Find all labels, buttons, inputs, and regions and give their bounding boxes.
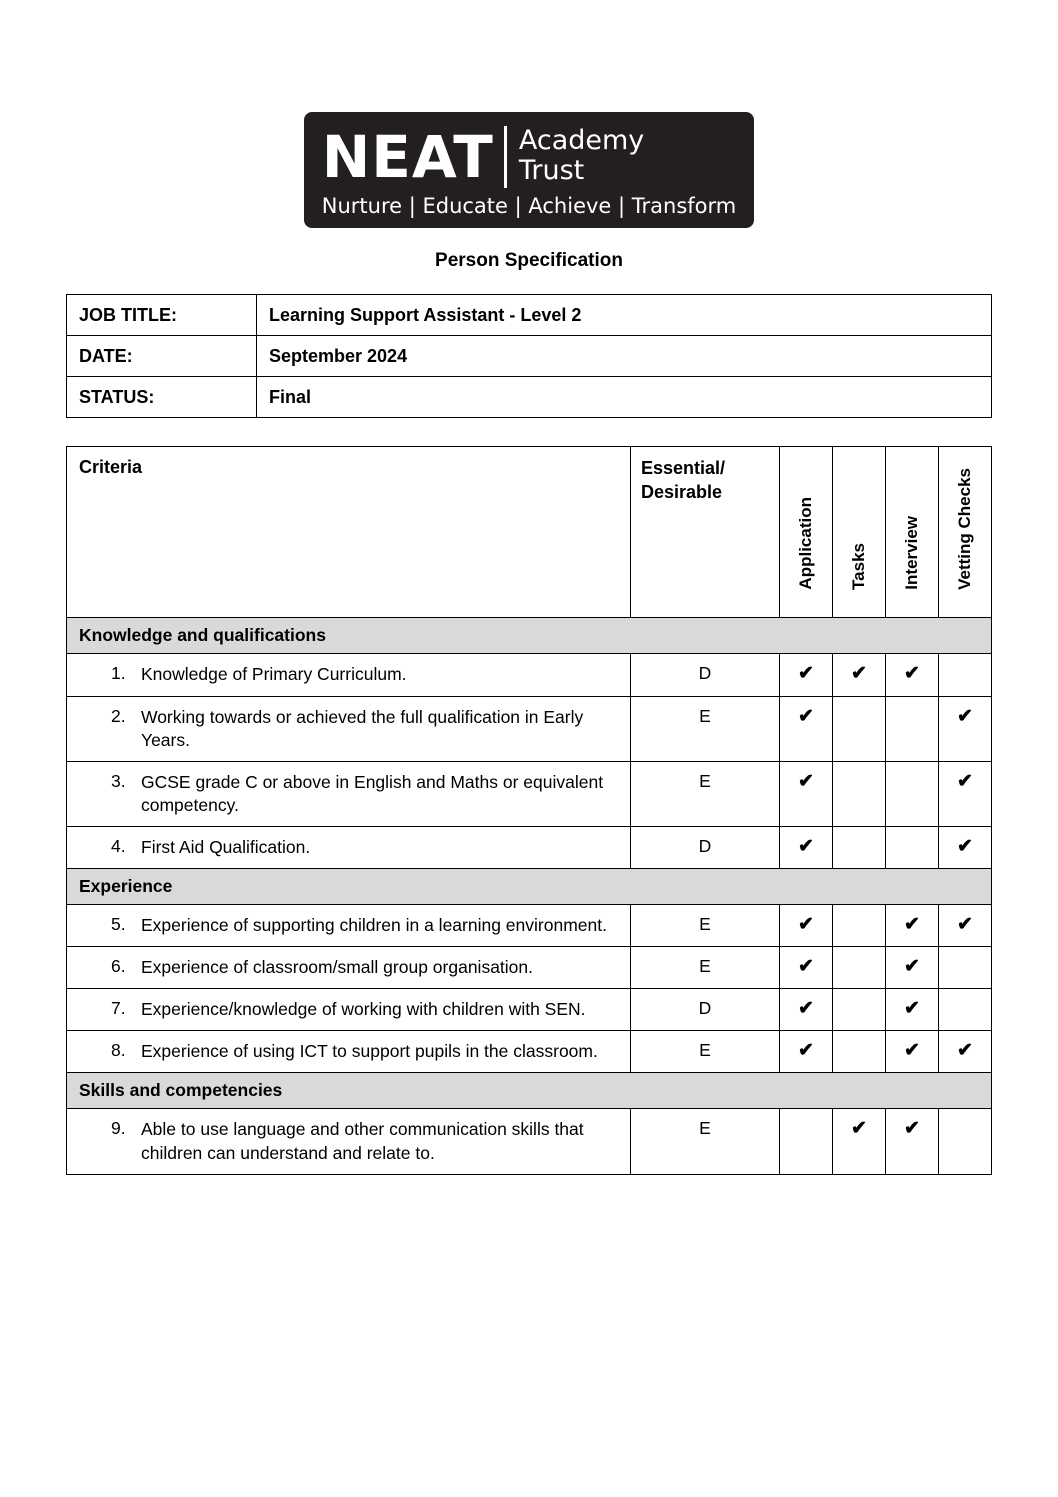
criteria-number: 2. — [111, 705, 126, 726]
tasks-tick-icon: ✔ — [833, 654, 886, 696]
header-application — [780, 447, 833, 618]
application-tick-icon: ✔ — [780, 947, 833, 989]
date-value: September 2024 — [257, 336, 992, 377]
vetting-tick-empty — [939, 1109, 992, 1174]
job-title-label: JOB TITLE: — [67, 295, 257, 336]
criteria-line — [79, 914, 618, 937]
criteria-number: 9. — [111, 1118, 126, 1139]
criteria-number: 1. — [111, 663, 126, 684]
table-row — [67, 989, 992, 1031]
tasks-tick-empty — [833, 1031, 886, 1073]
header-interview-box — [886, 447, 938, 597]
logo-brand-text: NEAT — [321, 122, 494, 191]
logo-subbrand-line1: Academy — [518, 125, 645, 156]
application-tick-icon: ✔ — [780, 905, 833, 947]
table-row — [67, 295, 992, 336]
criteria-cell — [67, 826, 631, 868]
logo-container — [66, 112, 992, 228]
interview-tick-empty — [886, 826, 939, 868]
criteria-line — [79, 663, 618, 686]
interview-tick-icon: ✔ — [886, 1031, 939, 1073]
essential-desirable-value: D — [631, 989, 780, 1031]
logo-tagline: Nurture | Educate | Achieve | Transform — [321, 194, 737, 219]
vetting-tick-icon: ✔ — [939, 905, 992, 947]
essential-desirable-value: D — [631, 654, 780, 696]
criteria-line — [79, 706, 618, 752]
criteria-table-body — [67, 618, 992, 1174]
criteria-line — [79, 836, 618, 859]
application-tick-icon: ✔ — [780, 989, 833, 1031]
job-meta-table — [66, 294, 992, 418]
vetting-tick-icon: ✔ — [939, 696, 992, 761]
status-label: STATUS: — [67, 377, 257, 418]
tasks-tick-icon: ✔ — [833, 1109, 886, 1174]
criteria-number: 6. — [111, 956, 126, 977]
application-tick-icon: ✔ — [780, 654, 833, 696]
header-application-box — [780, 447, 832, 597]
interview-tick-icon: ✔ — [886, 1109, 939, 1174]
header-tasks-label: Tasks — [849, 542, 868, 590]
interview-tick-empty — [886, 696, 939, 761]
vetting-tick-empty — [939, 947, 992, 989]
criteria-number: 3. — [111, 770, 126, 791]
neat-academy-trust-logo — [304, 112, 754, 228]
section-header-row — [67, 1073, 992, 1109]
application-tick-icon: ✔ — [780, 761, 833, 826]
person-specification-table — [66, 446, 992, 1174]
header-vetting-box — [939, 447, 991, 597]
criteria-cell — [67, 1109, 631, 1174]
header-application-label: Application — [796, 496, 815, 590]
criteria-cell — [67, 989, 631, 1031]
application-tick-icon: ✔ — [780, 696, 833, 761]
table-row — [67, 377, 992, 418]
table-row — [67, 761, 992, 826]
application-tick-empty — [780, 1109, 833, 1174]
status-value: Final — [257, 377, 992, 418]
criteria-cell — [67, 654, 631, 696]
criteria-cell — [67, 947, 631, 989]
criteria-text: Knowledge of Primary Curriculum. — [141, 664, 407, 685]
criteria-line — [79, 998, 618, 1021]
tasks-tick-empty — [833, 905, 886, 947]
table-row — [67, 947, 992, 989]
logo-subbrand — [519, 126, 644, 188]
tasks-tick-empty — [833, 989, 886, 1031]
header-vetting-checks — [939, 447, 992, 618]
section-header-row — [67, 869, 992, 905]
criteria-line — [79, 1040, 618, 1063]
interview-tick-icon: ✔ — [886, 905, 939, 947]
essential-desirable-value: E — [631, 761, 780, 826]
section-title: Knowledge and qualifications — [67, 618, 992, 654]
criteria-line — [79, 956, 618, 979]
table-row — [67, 905, 992, 947]
header-tasks — [833, 447, 886, 618]
header-interview-label: Interview — [902, 515, 921, 590]
table-row — [67, 1109, 992, 1174]
criteria-text: Experience/knowledge of working with children with SEN. — [141, 999, 586, 1020]
application-tick-icon: ✔ — [780, 826, 833, 868]
page-title: Person Specification — [435, 250, 623, 272]
header-interview — [886, 447, 939, 618]
essential-desirable-value: E — [631, 696, 780, 761]
vetting-tick-empty — [939, 654, 992, 696]
table-row — [67, 696, 992, 761]
criteria-text: Working towards or achieved the full qualification in Early Years. — [141, 706, 584, 750]
interview-tick-icon: ✔ — [886, 989, 939, 1031]
criteria-text: Experience of using ICT to support pupils in the classroom. — [141, 1041, 598, 1062]
table-row — [67, 654, 992, 696]
logo-subbrand-line2: Trust — [518, 155, 585, 187]
interview-tick-icon: ✔ — [886, 947, 939, 989]
header-vetting-label: Vetting Checks — [955, 467, 974, 590]
header-essential-line2: Desirable — [641, 481, 723, 502]
vetting-tick-icon: ✔ — [939, 826, 992, 868]
criteria-cell — [67, 761, 631, 826]
job-meta-body — [67, 295, 992, 418]
criteria-number: 7. — [111, 998, 126, 1019]
essential-desirable-value: E — [631, 947, 780, 989]
criteria-text: Experience of supporting children in a learning environment. — [141, 915, 607, 936]
logo-top-row — [321, 122, 736, 191]
tasks-tick-empty — [833, 761, 886, 826]
criteria-cell — [67, 905, 631, 947]
table-row — [67, 826, 992, 868]
application-tick-icon: ✔ — [780, 1031, 833, 1073]
section-title: Experience — [67, 869, 992, 905]
vetting-tick-icon: ✔ — [939, 761, 992, 826]
date-label: DATE: — [67, 336, 257, 377]
criteria-number: 8. — [111, 1040, 126, 1061]
interview-tick-icon: ✔ — [886, 654, 939, 696]
logo-divider — [504, 126, 507, 188]
criteria-text: GCSE grade C or above in English and Maths or equivalent competency. — [141, 771, 604, 815]
table-row — [67, 336, 992, 377]
table-row — [67, 1031, 992, 1073]
criteria-number: 4. — [111, 835, 126, 856]
tasks-tick-empty — [833, 947, 886, 989]
section-header-row — [67, 618, 992, 654]
criteria-line — [79, 1118, 618, 1164]
criteria-cell — [67, 1031, 631, 1073]
header-tasks-box — [833, 447, 885, 597]
criteria-text: Experience of classroom/small group organisation. — [141, 957, 533, 978]
criteria-cell — [67, 696, 631, 761]
header-essential-desirable — [631, 447, 780, 618]
interview-tick-empty — [886, 761, 939, 826]
essential-desirable-value: E — [631, 905, 780, 947]
criteria-text: First Aid Qualification. — [141, 836, 311, 857]
vetting-tick-icon: ✔ — [939, 1031, 992, 1073]
essential-desirable-value: D — [631, 826, 780, 868]
table-header-row — [67, 447, 992, 618]
criteria-text: Able to use language and other communication skills that children can understand and relate to. — [141, 1119, 584, 1163]
vetting-tick-empty — [939, 989, 992, 1031]
header-essential-line1: Essential/ — [641, 458, 726, 479]
tasks-tick-empty — [833, 826, 886, 868]
criteria-line — [79, 771, 618, 817]
criteria-number: 5. — [111, 914, 126, 935]
tasks-tick-empty — [833, 696, 886, 761]
criteria-table-head — [67, 447, 992, 618]
header-criteria: Criteria — [67, 447, 631, 618]
essential-desirable-value: E — [631, 1109, 780, 1174]
essential-desirable-value: E — [631, 1031, 780, 1073]
job-title-value: Learning Support Assistant - Level 2 — [257, 295, 992, 336]
section-title: Skills and competencies — [67, 1073, 992, 1109]
